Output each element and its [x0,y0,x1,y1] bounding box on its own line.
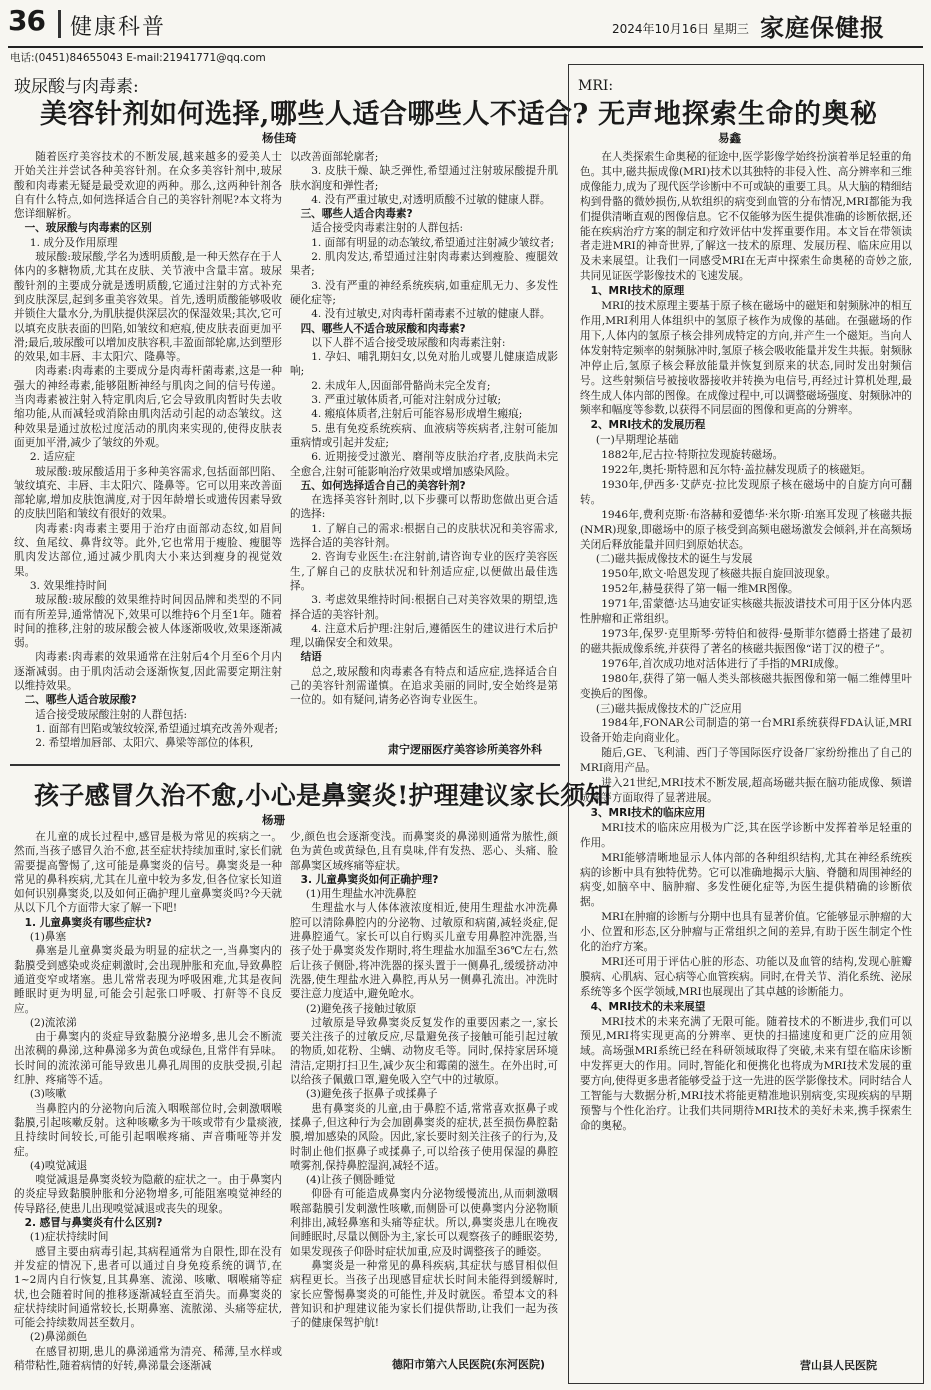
article1-source: 肃宁逻丽医疗美容诊所美容外科 [388,743,542,756]
subsection-heading: (2)鼻涕颜色 [29,1331,88,1344]
paragraph: 2. 肌肉发达,希望通过注射肉毒素达到瘦脸、瘦腿效果者; [290,251,558,278]
paragraph: 肉毒素:肉毒素的主要成分是肉毒杆菌毒素,这是一种强大的神经毒素,能够阻断神经与肌肉之间的信号传递。当肉毒素被注射入特定肌肉后,它会导致肌肉暂时失去收缩功能,从而减轻或消除由肌肉活动引起的动态皱纹。这种效果是通过放松过度活动的肌肉来实现的,使得皮肤表面更加平滑,减少了皱纹的外观。 [14,365,282,449]
paragraph: MRI技术的临床应用极为广泛,其在医学诊断中发挥着举足轻重的作用。 [580,821,912,849]
paragraph: MRI还可用于评估心脏的形态、功能以及血管的结构,发现心脏瓣膜病、心肌病、冠心病等心血管疾病。同时,在骨关节、消化系统、泌尿系统等多个医学领域,MRI也展现出了其卓越的诊断能力。 [580,955,912,998]
paragraph: 1. 面部有明显的动态皱纹,希望通过注射减少皱纹者; [311,236,555,249]
header-rule [8,46,923,48]
paragraph: 2. 咨询专业医生:在注射前,请咨询专业的医疗美容医生,了解自己的皮肤状况和针剂适应症,以便做出最佳选择。 [290,551,558,592]
paragraph: 1976年,首次成功地对活体进行了手指的MRI成像。 [601,657,846,670]
page-header [0,0,931,48]
header-divider [58,10,61,38]
paragraph: 4. 没有过敏史,对肉毒杆菌毒素不过敏的健康人群。 [311,308,551,321]
section-heading: 四、哪些人不适合玻尿酸和肉毒素? [300,322,466,335]
subsection-heading: (二)磁共振成像技术的诞生与发展 [595,553,753,566]
section-heading: 1. 儿童鼻窦炎有哪些症状? [24,916,152,929]
paragraph: 1882年,尼古拉·特斯拉发现旋转磁场。 [601,449,784,462]
article2-column-1 [14,830,282,1375]
paragraph: 适合接受肉毒素注射的人群包括: [311,222,464,235]
paragraph: 总之,玻尿酸和肉毒素各有特点和适应症,选择适合自己的美容针剂需谨慎。在追求美丽的同时,安全始终是第一位的。如有疑问,请务必咨询专业医生。 [290,665,558,707]
subsection-heading: (4)让孩子侧卧睡觉 [305,1174,396,1187]
newspaper-name: 家庭保健报 [760,13,885,42]
paragraph: 随后,GE、飞利浦、西门子等国际医疗设备厂家纷纷推出了自己的MRI商用产品。 [580,747,912,775]
article1-kicker: 玻尿酸与肉毒素: [14,77,139,97]
paragraph: 肉毒素:肉毒素的效果通常在注射后4个月至6个月内逐渐减弱。由于肌肉活动会逐渐恢复,因此需要定期注射以维持效果。 [14,651,282,692]
paragraph: 4. 注意术后护理:注射后,遵循医生的建议进行术后护理,以确保安全和效果。 [290,622,558,650]
subsection-heading: (三)磁共振成像技术的广泛应用 [595,702,742,715]
paragraph: 1. 面部有凹陷或皱纹较深,希望通过填充改善外观者; [35,722,279,735]
article3-source: 营山县人民医院 [800,1359,877,1372]
subsection-heading: (一)早期理论基础 [595,434,679,447]
paragraph: 在感冒初期,患儿的鼻涕通常为清亮、稀薄,呈水样或稍带粘性,随着病情的好转,鼻涕量会逐渐减 [14,1345,282,1372]
paragraph: 感冒主要由病毒引起,其病程通常为自限性,即在没有并发症的情况下,患者可以通过自身免疫系统的调节,在1~2周内自行恢复,且其鼻塞、流涕、咳嗽、咽喉痛等症状,也会随着时间的推移逐渐减轻直至消失。而鼻窦炎的症状持续时间通常较长,长期鼻塞、流脓涕、头痛等症状,可能会持续数周甚至数月。 [14,1245,282,1330]
subsection-heading: (1)症状持续时间 [29,1231,109,1244]
paragraph: MRI的技术原理主要基于原子核在磁场中的磁矩和射频脉冲的相互作用,MRI利用人体组织中的氢原子核作为成像的基础。在强磁场的作用下,人体内的氢原子核会排列成特定的方向,并产生一个磁矩。当向人体发射特定频率的射频脉冲时,氢原子核会吸收能量并发生共振。射频脉冲停止后,氢原子核会释放能量并恢复到原来的状态,同时发出射频信号。这些射频信号被接收器接收并转换为电信号,再经过计算机处理,最终生成人体内部的图像。在成像过程中,可以调整磁场强度、射频脉冲的频率和幅度等参数,以获得不同层面的图像和更高的分辨率。 [580,300,912,417]
section-heading: 1、MRI技术的原理 [590,285,685,298]
article2-source: 德阳市第六人民医院(东河医院) [392,1358,546,1371]
section-heading: 结语 [300,651,322,664]
article2-author: 杨珊 [262,813,285,827]
section-heading: 3、MRI技术的临床应用 [590,806,706,819]
page-number: 36 [8,4,45,37]
paragraph: 随着医疗美容技术的不断发展,越来越多的爱美人士开始关注并尝试各种美容针剂。在众多美容针剂中,玻尿酸和肉毒素无疑是最受欢迎的两种。那么,这两种针剂各自有什么特点,如何选择适合自己的美容针剂呢?本文将为您详细解析。 [14,151,282,221]
paragraph: 2. 未成年人,因面部骨骼尚未完全发育; [311,379,491,392]
section-heading: 一、玻尿酸与肉毒素的区别 [24,222,152,235]
section-heading: 2、MRI技术的发展历程 [590,419,706,432]
paragraph: 4. 没有严重过敏史,对透明质酸不过敏的健康人群。 [311,193,551,206]
subsection-heading: (2)流浓涕 [29,1016,77,1029]
subsection-heading: (1)鼻塞 [29,931,67,944]
paragraph: 嗅觉减退是鼻窦炎较为隐蔽的症状之一。由于鼻窦内的炎症导致黏膜肿胀和分泌物增多,可能阻塞嗅觉神经的传导路径,使患儿出现嗅觉减退或丧失的现象。 [14,1174,282,1215]
article3-kicker: MRI: [578,78,614,94]
paragraph: 鼻窦炎是一种常见的鼻科疾病,其症状与感冒相似但病程更长。当孩子出现感冒症状长时间未能得到缓解时,家长应警惕鼻窦炎的可能性,并及时就医。希望本文的科普知识和护理建议能为家长们提供帮助,让我们一起为孩子的健康保驾护航! [290,1259,558,1330]
article1-column-2 [290,150,558,725]
contact-info: 电话:(0451)84655043 E-mail:21941771@qq.com [10,52,266,64]
paragraph: 3. 皮肤干燥、缺乏弹性,希望通过注射玻尿酸提升肌肤水润度和弹性者; [290,165,558,192]
paragraph: 5. 患有免疫系统疾病、血液病等疾病者,注射可能加重病情或引起并发症; [290,422,558,449]
article1-title: 美容针剂如何选择,哪些人适合哪些人不适合? [40,99,589,130]
article1-author: 杨佳琦 [262,131,297,145]
paragraph: 生理盐水与人体体液浓度相近,使用生理盐水冲洗鼻腔可以清除鼻腔内的分泌物、过敏原和病菌,减轻炎症,促进鼻腔通气。家长可以自行购买儿童专用鼻腔冲洗器,当孩子处于鼻窦炎发作期时,将生理盐水加温至36℃左右,然后让孩子侧卧,将冲洗器的探头置于一侧鼻孔,缓缓挤动冲洗器,使生理盐水进入鼻腔,再从另一侧鼻孔流出。冲洗时要注意力度适中,避免呛水。 [290,902,558,1001]
article2-column-2 [290,830,558,1355]
article3-body [580,150,912,1345]
paragraph: 1973年,保罗·克里斯琴·劳特伯和彼得·曼斯菲尔德爵士搭建了最初的磁共振成像系统,并获得了著名的核磁共振图像“诺丁汉的橙子”。 [580,628,912,655]
paragraph: 1952年,赫曼获得了第一幅一维MR图像。 [601,583,799,596]
paragraph: 1930年,伊西多·艾萨克·拉比发现原子核在磁场中的自旋方向可翻转。 [580,478,912,506]
section-heading: 二、哪些人适合玻尿酸? [24,694,137,707]
paragraph: 肉毒素:肉毒素主要用于治疗由面部动态纹,如眉间纹、鱼尾纹、鼻背纹等。此外,它也常用于瘦脸、瘦腿等肌肉发达部位,通过减少肌肉大小来达到瘦身的视觉效果。 [14,522,282,578]
paragraph: 患有鼻窦炎的儿童,由于鼻腔不适,常常喜欢抠鼻子或揉鼻子,但这种行为会加剧鼻窦炎的症状,甚至损伤鼻腔黏膜,增加感染的风险。因此,家长要时刻关注孩子的行为,及时制止他们抠鼻子或揉鼻子,可以给孩子使用保湿的鼻腔喷雾剂,保持鼻腔湿润,减轻不适。 [290,1102,558,1172]
article2-title: 孩子感冒久治不愈,小心是鼻窦炎!护理建议家长须知 [34,781,611,810]
paragraph: 4. 瘢痕体质者,注射后可能容易形成增生瘢痕; [311,408,523,421]
subsection-heading: 2. 适应症 [29,451,76,464]
paragraph: 以下人群不适合接受玻尿酸和肉毒素注射: [311,336,506,349]
paragraph: 鼻塞是儿童鼻窦炎最为明显的症状之一,当鼻窦内的黏膜受到感染或炎症刺激时,会出现肿胀和充血,导致鼻腔通道变窄或堵塞。患儿常常表现为呼吸困难,尤其是夜间睡眠时更为明显,可能会引起张口呼吸、打鼾等不良反应。 [14,945,282,1015]
section-title: 健康科普 [70,15,167,40]
paragraph: 进入21世纪,MRI技术不断发展,超高场磁共振在脑功能成像、频谱成像等方面取得了显著进展。 [580,777,912,804]
article3-title: 无声地探索生命的奥秘 [598,99,878,130]
paragraph: 以改善面部轮廓者; [290,151,379,163]
paragraph: 6. 近期接受过激光、磨削等皮肤治疗者,皮肤尚未完全愈合,注射可能影响治疗效果或增加感染风险。 [290,451,558,478]
paragraph: 在选择美容针剂时,以下步骤可以帮助您做出更合适的选择: [290,494,558,521]
paragraph: 少,颜色也会逐渐变浅。而鼻窦炎的鼻涕则通常为脓性,颜色为黄色或黄绿色,且有臭味,伴有发热、恶心、头痛、脸部鼻窦区域疼痛等症状。 [290,831,558,872]
paragraph: 仰卧有可能造成鼻窦内分泌物缓慢流出,从而刺激咽喉部黏膜引发刺激性咳嗽,而侧卧可以使鼻窦内分泌物顺利排出,减轻鼻塞和头痛等症状。所以,鼻窦炎患儿在晚夜间睡眠时,尽量以侧卧为主,家长可以观察孩子的睡眠姿势,如果发现孩子仰卧时症状加重,应及时调整孩子的睡姿。 [290,1188,558,1258]
article3-author: 易鑫 [718,131,741,145]
subsection-heading: (1)用生理盐水冲洗鼻腔 [305,888,417,901]
paragraph: 过敏原是导致鼻窦炎反复发作的重要因素之一,家长要关注孩子的过敏反应,尽量避免孩子接触可能引起过敏的物质,如花粉、尘螨、动物皮毛等。同时,保持家居环境清洁,定期打扫卫生,减少灰尘和霉菌的滋生。在外出时,可以给孩子佩戴口罩,避免吸入空气中的过敏原。 [290,1016,558,1087]
paragraph: 3. 考虑效果维持时间:根据自己对美容效果的期望,选择合适的美容针剂。 [290,594,558,621]
paragraph: 玻尿酸:玻尿酸的效果维持时间因品牌和类型的不同而有所差异,通常情况下,效果可以维持6个月至1年。随着时间的推移,注射的玻尿酸会被人体逐渐吸收,效果逐渐减弱。 [14,594,282,650]
article-divider [10,764,560,766]
subsection-heading: 3. 效果维持时间 [29,579,107,592]
paragraph: 1984年,FONAR公司制造的第一台MRI系统获得FDA认证,MRI设备开始走向商业化。 [580,717,912,745]
paragraph: 1. 了解自己的需求:根据自己的皮肤状况和美容需求,选择合适的美容针剂。 [290,522,558,550]
paragraph: 3. 没有严重的神经系统疾病,如重症肌无力、多发性硬化症等; [290,279,558,306]
paragraph: 1950年,欧文·哈恩发现了核磁共振自旋回波现象。 [601,568,837,581]
section-heading: 五、如何选择适合自己的美容针剂? [300,479,466,492]
paragraph: 1. 孕妇、哺乳期妇女,以免对胎儿或婴儿健康造成影响; [290,351,558,378]
paragraph: 1922年,奥托·斯特恩和瓦尔特·盖拉赫发现质子的核磁矩。 [601,464,872,477]
section-heading: 三、哪些人适合肉毒素? [300,208,413,221]
subsection-heading: (3)避免孩子抠鼻子或揉鼻子 [305,1088,438,1101]
paragraph: 1980年,获得了第一幅人类头部核磁共振图像和第一幅二维傅里叶变换后的图像。 [580,672,912,700]
paragraph: 玻尿酸:玻尿酸,学名为透明质酸,是一种天然存在于人体内的多糖物质,尤其在皮肤、关节液中含量丰富。玻尿酸针剂的主要成分就是透明质酸,它通过注射的方式补充到皮肤深层,起到多重美容效果。首先,透明质酸能够吸收并锁住大量水分,为肌肤提供深层次的保湿效果;其次,它可以填充皮肤表面的凹陷,如皱纹和疤痕,使皮肤表面更加平滑;最后,玻尿酸可以增加皮肤容积,丰盈面部轮廓,达到塑形的效果,如丰唇、丰太阳穴、隆鼻等。 [14,251,282,364]
paragraph: 1946年,费利克斯·布洛赫和爱德华·米尔斯·珀塞耳发现了核磁共振(NMR)现象,即磁场中的原子核受到高频电磁场激发会倾斜,并在高频场关闭后释放能量并回归到原始状态。 [580,508,912,551]
paragraph: 2. 希望增加唇部、太阳穴、鼻梁等部位的体积, [35,737,254,750]
subsection-heading: (3)咳嗽 [29,1088,67,1101]
paragraph: MRI在肿瘤的诊断与分期中也具有显著价值。它能够显示肿瘤的大小、位置和形态,区分肿瘤与正常组织之间的差异,有助于医生制定个性化的治疗方案。 [580,911,912,954]
paragraph: MRI能够清晰地显示人体内部的各种组织结构,尤其在神经系统疾病的诊断中具有独特优势。它可以准确地揭示大脑、脊髓和周围神经的病变,如脑卒中、脑肿瘤、多发性硬化症等,为医生提供精确的诊断依据。 [580,851,912,909]
paragraph: 在人类探索生命奥秘的征途中,医学影像学始终扮演着举足轻重的角色。其中,磁共振成像(MRI)技术以其独特的非侵入性、高分辨率和三维成像能力,成为了现代医学诊断中不可或缺的重要工具。从大脑的精细结构到骨骼的微妙损伤,从软组织的病变到血管的分布情况,MRI都能为我们提供清晰直观的图像信息。它不仅能够为医生提供准确的诊断依据,还能在疾病治疗方案的制定和疗效评估中发挥重要作用。本文旨在带领读者走进MRI的神奇世界,了解这一技术的原理、发展历程、临床应用以及未来展望。让我们一同感受MRI在无声中探索生命奥秘的奇妙之旅,共同见证医学影像技术的飞速发展。 [580,151,912,283]
paragraph: 适合接受玻尿酸注射的人群包括: [35,708,188,721]
subsection-heading: 1. 成分及作用原理 [29,236,118,249]
paragraph: 在儿童的成长过程中,感冒是极为常见的疾病之一。然而,当孩子感冒久治不愈,甚至症状持续加重时,家长们就需要提高警惕了,这可能是鼻窦炎的信号。鼻窦炎是一种常见的鼻科疾病,尤其在儿童中较为多发,但各位家长知道如何识别鼻窦炎,以及如何正确护理儿童鼻窦炎吗?今天就从以下几个方面带大家了解一下吧! [14,831,282,915]
article1-column-1 [14,150,282,758]
paragraph: 1971年,雷蒙德·达马迪安证实核磁共振波谱技术可用于区分体内恶性肿瘤和正常组织。 [580,598,912,626]
paragraph: 3. 严重过敏体质者,可能对注射成分过敏; [311,394,502,407]
section-heading: 3. 儿童鼻窦炎如何正确护理? [300,873,439,886]
section-heading: 4、MRI技术的未来展望 [590,1000,706,1013]
subsection-heading: (2)避免孩子接触过敏原 [305,1002,417,1015]
issue-date: 2024年10月16日 星期三 [612,22,749,36]
paragraph: MRI技术的未来充满了无限可能。随着技术的不断进步,我们可以预见,MRI将实现更高的分辨率、更快的扫描速度和更广泛的应用领域。高场强MRI系统已经在科研领域取得了突破,未来有望在临床诊断中发挥更大的作用。同时,智能化和便携化也将成为MRI技术发展的重要方向,使得更多患者能够受益于这一先进的医学影像技术。同时结合人工智能与大数据分析,MRI技术将能更精准地识别病变,实现疾病的早期预警与个性化治疗。让我们共同期待MRI技术的美好未来,携手探索生命的奥秘。 [580,1015,912,1132]
section-heading: 2. 感冒与鼻窦炎有什么区别? [24,1217,163,1230]
paragraph: 当鼻腔内的分泌物向后流入咽喉部位时,会刺激咽喉黏膜,引起咳嗽反射。这种咳嗽多为干咳或带有少量痰液,且持续时间较长,可能引起咽喉疼痛、声音嘶哑等并发症。 [14,1102,282,1158]
paragraph: 玻尿酸:玻尿酸适用于多种美容需求,包括面部凹陷、皱纹填充、丰唇、丰太阳穴、隆鼻等。它可以用来改善面部轮廓,增加皮肤饱满度,对于因年龄增长或遗传因素导致的皮肤凹陷和皱纹有很好的效果。 [14,465,282,521]
subsection-heading: (4)嗅觉减退 [29,1159,88,1172]
paragraph: 由于鼻窦内的炎症导致黏膜分泌增多,患儿会不断流出浓稠的鼻涕,这种鼻涕多为黄色或绿色,且常伴有异味。长时间的流浓涕可能导致患儿鼻孔周围的皮肤受损,引起红肿、疼痛等不适。 [14,1031,282,1087]
